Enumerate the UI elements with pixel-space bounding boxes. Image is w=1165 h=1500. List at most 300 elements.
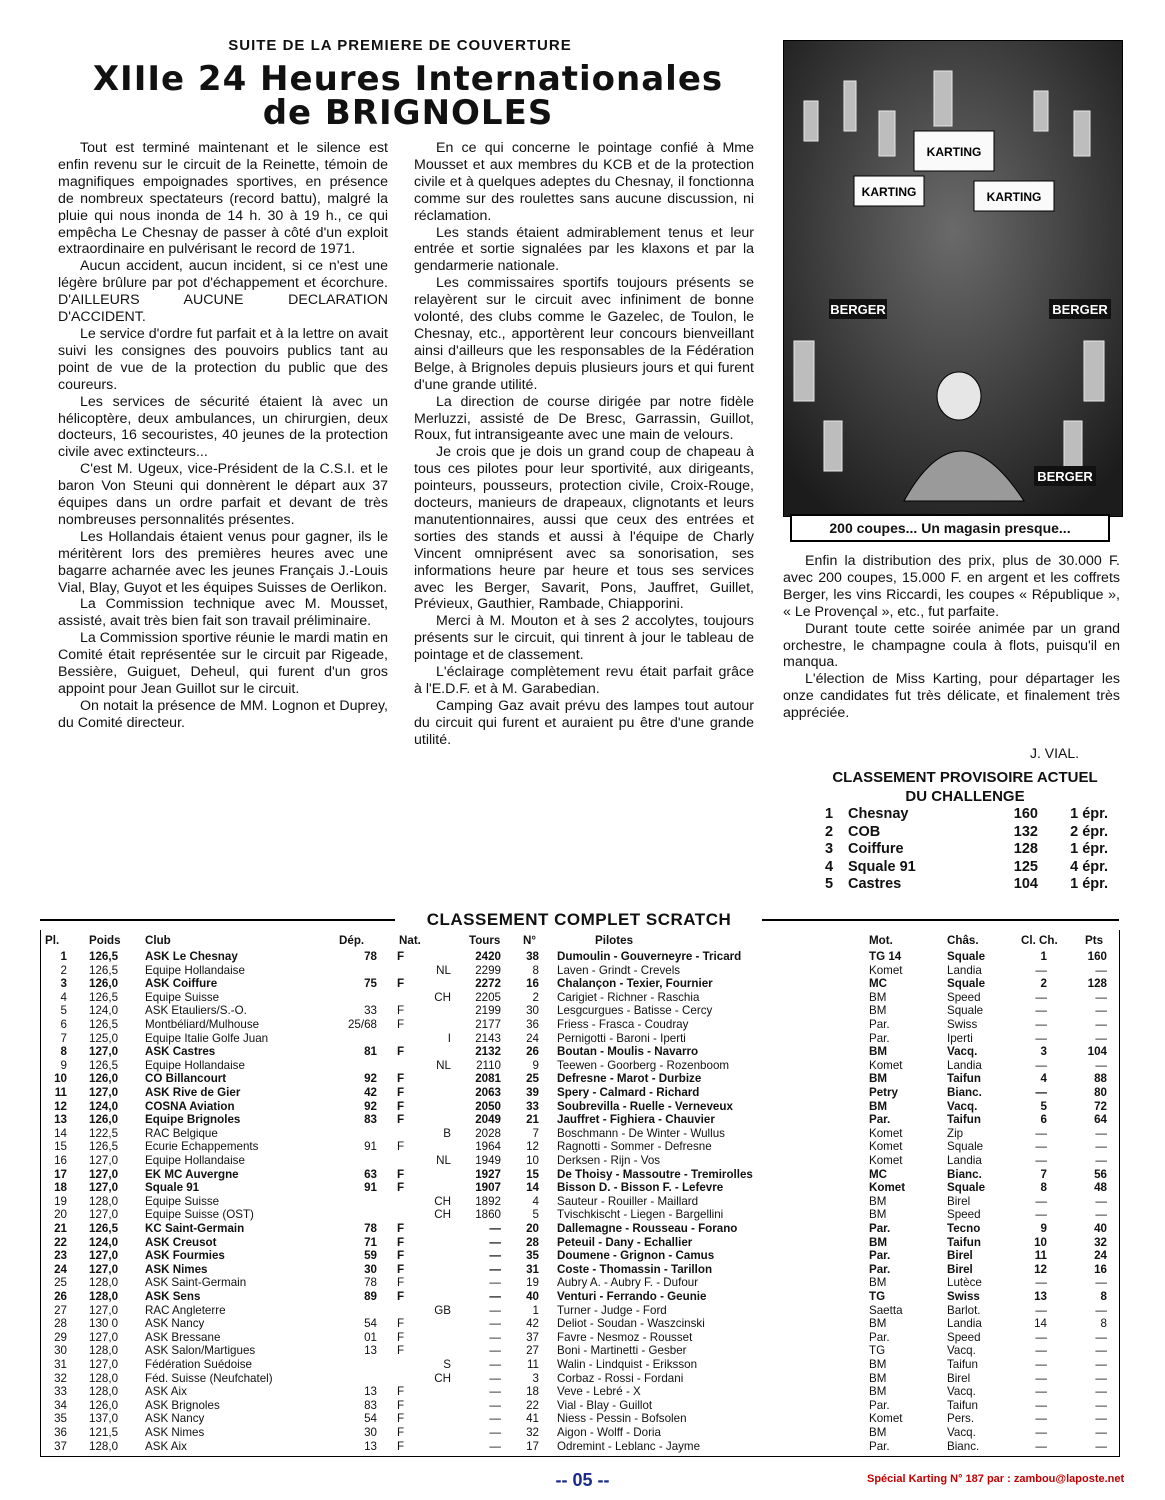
cell-points: 8 bbox=[1100, 1290, 1107, 1303]
cell-engine: Par. bbox=[869, 1222, 891, 1235]
cell-weight: 127,0 bbox=[89, 1045, 119, 1059]
table-row bbox=[41, 1344, 1119, 1358]
cell-club: ASK Nancy bbox=[145, 1412, 205, 1426]
cell-challenge-rank: 4 bbox=[1040, 1072, 1047, 1086]
cell-club: Squale 91 bbox=[145, 1181, 200, 1195]
cell-france: F bbox=[397, 1181, 405, 1195]
cell-department: 71 bbox=[364, 1235, 377, 1249]
cell-challenge-rank: 8 bbox=[1040, 1181, 1047, 1195]
table-row bbox=[41, 1290, 1119, 1304]
cell-place: 32 bbox=[54, 1371, 67, 1385]
cell-france: F bbox=[397, 1113, 405, 1127]
cell-drivers: Walin - Lindquist - Eriksson bbox=[557, 1358, 698, 1371]
scratch-table bbox=[40, 930, 1120, 1457]
cell-challenge-rank: 10 bbox=[1034, 1235, 1047, 1249]
table-row bbox=[41, 977, 1119, 991]
cell-club: COSNA Aviation bbox=[145, 1099, 235, 1113]
cell-challenge-rank: — bbox=[1035, 1398, 1047, 1412]
cell-points: — bbox=[1095, 1398, 1107, 1412]
cell-engine: TG 14 bbox=[869, 950, 902, 963]
cell-club: RAC Belgique bbox=[145, 1126, 218, 1140]
cell-nation: CH bbox=[434, 990, 451, 1004]
cell-kart-number: 8 bbox=[532, 963, 539, 977]
cell-place: 33 bbox=[54, 1385, 67, 1399]
cell-kart-number: 27 bbox=[526, 1344, 539, 1358]
cell-drivers: Teewen - Goorberg - Rozenboom bbox=[557, 1058, 730, 1072]
scratch-table-title: CLASSEMENT COMPLET SCRATCH bbox=[426, 910, 732, 929]
cell-engine: BM bbox=[869, 1371, 887, 1385]
cell-kart-number: 42 bbox=[526, 1317, 539, 1331]
cell-challenge-rank: — bbox=[1035, 1439, 1047, 1453]
cell-nation: B bbox=[443, 1126, 451, 1140]
cell-weight: 128,0 bbox=[89, 1194, 119, 1208]
cell-club: Montbéliard/Mulhouse bbox=[145, 1018, 260, 1031]
cell-chassis: Pers. bbox=[947, 1412, 975, 1426]
cell-engine: Par. bbox=[869, 1031, 890, 1045]
article-column-1 bbox=[58, 140, 388, 732]
cell-place: 37 bbox=[54, 1439, 67, 1453]
table-row bbox=[41, 1004, 1119, 1018]
cell-points: 56 bbox=[1094, 1167, 1107, 1181]
cell-place: 35 bbox=[54, 1412, 67, 1426]
paragraph: Durant toute cette soirée animée par un grand orchestre, le champagne coula à flots, puisqu'il en manqua. bbox=[783, 620, 1120, 671]
cell-department: 78 bbox=[364, 1276, 377, 1290]
cell-kart-number: 16 bbox=[526, 977, 539, 991]
cell-challenge-rank: — bbox=[1035, 1086, 1047, 1099]
challenge-standings bbox=[810, 768, 1120, 894]
author-signature: J. VIAL. bbox=[1030, 745, 1080, 761]
cell-engine: BM bbox=[869, 1317, 887, 1331]
cell-chassis: Taifun bbox=[947, 1235, 981, 1249]
table-row bbox=[41, 950, 1119, 964]
cell-laps: 1860 bbox=[475, 1208, 501, 1222]
trophy-photo-illustration bbox=[784, 41, 1122, 516]
cell-points: 64 bbox=[1094, 1113, 1107, 1127]
cell-engine: BM bbox=[869, 1276, 887, 1290]
cell-chassis: Vacq. bbox=[947, 1344, 976, 1358]
cell-france: F bbox=[397, 1167, 405, 1181]
table-row bbox=[41, 1140, 1119, 1154]
cell-chassis: Vacq. bbox=[947, 1385, 976, 1399]
header-pilotes: Pilotes bbox=[595, 934, 634, 947]
cell-drivers: Pernigotti - Baroni - Iperti bbox=[557, 1031, 686, 1045]
cell-drivers: Carigiet - Richner - Raschia bbox=[557, 990, 700, 1004]
cell-kart-number: 40 bbox=[526, 1290, 539, 1303]
cell-nation: NL bbox=[436, 1154, 451, 1167]
cell-challenge-rank: 2 bbox=[1040, 977, 1047, 991]
cell-engine: Par. bbox=[869, 1249, 891, 1263]
cell-weight: 126,5 bbox=[89, 1222, 119, 1235]
cell-chassis: Landia bbox=[947, 1154, 982, 1167]
cell-place: 3 bbox=[60, 977, 67, 991]
table-row bbox=[41, 1317, 1119, 1331]
cell-chassis: Lutèce bbox=[947, 1276, 982, 1290]
cell-kart-number: 24 bbox=[526, 1031, 539, 1045]
cell-chassis: Birel bbox=[947, 1249, 973, 1263]
cell-engine: BM bbox=[869, 1208, 887, 1222]
cell-france: F bbox=[397, 1385, 405, 1399]
cell-laps: 1964 bbox=[475, 1140, 501, 1154]
cell-laps: 1949 bbox=[475, 1154, 501, 1167]
paragraph: L'élection de Miss Karting, pour départager les onze candidates fut très délicate, et finalement très appréciée. bbox=[783, 671, 1120, 722]
cell-france: F bbox=[397, 977, 405, 991]
cell-weight: 130 0 bbox=[89, 1317, 119, 1331]
cell-chassis: Birel bbox=[947, 1262, 973, 1276]
cell-place: 23 bbox=[54, 1249, 67, 1263]
scan-credit: Spécial Karting N° 187 par : zambou@laposte.net bbox=[867, 1473, 1125, 1485]
challenge-row bbox=[810, 806, 1120, 824]
rank: 5 bbox=[824, 876, 834, 892]
cell-chassis: Squale bbox=[947, 1181, 986, 1195]
cell-chassis: Taifun bbox=[947, 1072, 981, 1086]
cell-engine: MC bbox=[869, 977, 888, 991]
cell-laps: 2272 bbox=[475, 977, 501, 991]
cell-place: 28 bbox=[54, 1317, 67, 1331]
cell-place: 5 bbox=[60, 1004, 67, 1018]
cell-kart-number: 33 bbox=[526, 1099, 539, 1113]
cell-france: F bbox=[397, 1072, 405, 1086]
page-number: -- 05 -- bbox=[555, 1470, 610, 1490]
cell-laps: 1927 bbox=[475, 1167, 501, 1181]
cell-points: — bbox=[1095, 1385, 1107, 1399]
cell-france: F bbox=[397, 1290, 405, 1303]
cell-club: CO Billancourt bbox=[145, 1072, 227, 1086]
cell-points: — bbox=[1095, 1412, 1107, 1426]
table-row bbox=[41, 1304, 1119, 1318]
points: 160 bbox=[1013, 806, 1038, 822]
cell-drivers: Niess - Pessin - Bofsolen bbox=[557, 1412, 687, 1426]
cell-challenge-rank: — bbox=[1035, 963, 1047, 977]
table-row bbox=[41, 1358, 1119, 1372]
team: COB bbox=[848, 823, 881, 840]
table-row bbox=[41, 1208, 1119, 1222]
cell-points: — bbox=[1095, 1126, 1107, 1140]
cell-place: 6 bbox=[60, 1018, 67, 1031]
cell-laps: — bbox=[489, 1262, 501, 1276]
cell-weight: 127,0 bbox=[89, 1330, 119, 1344]
cell-france: F bbox=[397, 1426, 405, 1439]
header-pl: Pl. bbox=[45, 934, 60, 947]
cell-club: ASK Aix bbox=[145, 1439, 187, 1453]
cell-laps: 2143 bbox=[475, 1031, 501, 1045]
cell-place: 34 bbox=[54, 1398, 67, 1412]
table-row bbox=[41, 1399, 1119, 1413]
cell-france: F bbox=[397, 1317, 405, 1331]
cell-engine: BM bbox=[869, 1045, 888, 1059]
cell-kart-number: 30 bbox=[526, 1004, 539, 1018]
cell-engine: Petry bbox=[869, 1086, 899, 1099]
cell-club: Ecurie Echappements bbox=[145, 1140, 259, 1154]
cell-club: RAC Angleterre bbox=[145, 1303, 226, 1317]
cell-laps: — bbox=[489, 1398, 501, 1412]
cell-nation: S bbox=[443, 1358, 451, 1371]
headline bbox=[38, 59, 778, 133]
cell-challenge-rank: — bbox=[1035, 1126, 1047, 1140]
cell-engine: Par. bbox=[869, 1018, 890, 1031]
cell-place: 1 bbox=[60, 950, 67, 963]
paragraph: Les stands étaient admirablement tenus et leur entrée et sortie signalées par les klaxons et par la gendarmerie nationale. bbox=[414, 224, 754, 275]
cell-chassis: Landia bbox=[947, 1058, 982, 1072]
cell-place: 4 bbox=[60, 990, 67, 1004]
cell-engine: TG bbox=[869, 1344, 886, 1358]
cell-drivers: Derksen - Rijn - Vos bbox=[557, 1154, 661, 1167]
cell-challenge-rank: — bbox=[1035, 1371, 1047, 1385]
cell-drivers: Aigon - Wolff - Doria bbox=[557, 1426, 661, 1439]
cell-engine: Komet bbox=[869, 1412, 903, 1426]
cell-club: ASK Le Chesnay bbox=[145, 950, 238, 963]
cell-laps: 2132 bbox=[475, 1045, 501, 1059]
cell-chassis: Bianc. bbox=[947, 1086, 982, 1099]
cell-engine: BM bbox=[869, 1235, 888, 1249]
cell-challenge-rank: — bbox=[1035, 1058, 1047, 1072]
table-row bbox=[41, 1113, 1119, 1127]
cell-laps: — bbox=[489, 1412, 501, 1426]
cell-challenge-rank: 7 bbox=[1040, 1167, 1047, 1181]
table-row bbox=[41, 1032, 1119, 1046]
cell-club: ASK Creusot bbox=[145, 1235, 217, 1249]
cell-weight: 128,0 bbox=[89, 1276, 119, 1290]
karting-sign-3: KARTING bbox=[986, 190, 1042, 204]
header-club: Club bbox=[145, 934, 171, 947]
cell-place: 30 bbox=[54, 1344, 67, 1358]
cell-challenge-rank: — bbox=[1035, 1358, 1047, 1371]
cell-chassis: Birel bbox=[947, 1371, 971, 1385]
cell-weight: 128,0 bbox=[89, 1290, 119, 1303]
cell-club: Equipe Hollandaise bbox=[145, 963, 245, 977]
header-nat: Nat. bbox=[399, 934, 421, 947]
cell-club: ASK Etauliers/S.-O. bbox=[145, 1004, 247, 1018]
cell-drivers: Boutan - Moulis - Navarro bbox=[557, 1045, 699, 1059]
table-row bbox=[41, 1195, 1119, 1209]
cell-weight: 128,0 bbox=[89, 1439, 119, 1453]
table-row bbox=[41, 1263, 1119, 1277]
cell-engine: Par. bbox=[869, 1113, 891, 1127]
cell-department: 83 bbox=[364, 1398, 377, 1412]
cell-club: ASK Coiffure bbox=[145, 977, 218, 991]
cell-laps: — bbox=[489, 1330, 501, 1344]
cell-department: 91 bbox=[364, 1140, 377, 1154]
cell-laps: 1892 bbox=[475, 1194, 501, 1208]
cell-drivers: Coste - Thomassin - Tarillon bbox=[557, 1262, 713, 1276]
table-row bbox=[41, 1072, 1119, 1086]
cell-points: — bbox=[1095, 1358, 1107, 1371]
cell-challenge-rank: 13 bbox=[1034, 1290, 1047, 1303]
cell-drivers: Turner - Judge - Ford bbox=[557, 1303, 667, 1317]
cell-laps: — bbox=[489, 1358, 501, 1371]
header-dep: Dép. bbox=[339, 934, 365, 947]
cell-department: 33 bbox=[364, 1004, 377, 1018]
cell-weight: 125,0 bbox=[89, 1031, 119, 1045]
cell-challenge-rank: 1 bbox=[1040, 950, 1047, 963]
cell-kart-number: 18 bbox=[526, 1385, 539, 1399]
cell-kart-number: 28 bbox=[526, 1235, 539, 1249]
team: Coiffure bbox=[848, 841, 904, 857]
cell-challenge-rank: — bbox=[1035, 1276, 1047, 1290]
cell-laps: 2063 bbox=[475, 1086, 501, 1099]
cell-weight: 137,0 bbox=[89, 1412, 119, 1426]
cell-points: — bbox=[1095, 1330, 1107, 1344]
cell-drivers: Defresne - Marot - Durbize bbox=[557, 1072, 702, 1086]
cell-points: — bbox=[1095, 1031, 1107, 1045]
cell-weight: 127,0 bbox=[89, 1154, 119, 1167]
cell-place: 31 bbox=[54, 1358, 67, 1371]
challenge-row bbox=[810, 824, 1120, 842]
cell-club: ASK Rive de Gier bbox=[145, 1086, 241, 1099]
photo-caption: 200 coupes... Un magasin presque... bbox=[790, 514, 1110, 542]
cell-kart-number: 41 bbox=[526, 1412, 539, 1426]
cell-engine: Komet bbox=[869, 1181, 906, 1195]
cell-club: Equipe Brignoles bbox=[145, 1113, 241, 1127]
cell-weight: 127,0 bbox=[89, 1208, 119, 1222]
cell-engine: TG bbox=[869, 1290, 886, 1303]
cell-points: — bbox=[1095, 1426, 1107, 1439]
cell-chassis: Speed bbox=[947, 1208, 981, 1222]
cell-drivers: Lesgcurgues - Batisse - Cercy bbox=[557, 1004, 713, 1018]
cell-club: ASK Nancy bbox=[145, 1317, 205, 1331]
cell-weight: 126,5 bbox=[89, 1058, 119, 1072]
cell-points: 40 bbox=[1094, 1222, 1107, 1235]
cell-challenge-rank: — bbox=[1035, 1031, 1047, 1045]
cell-chassis: Squale bbox=[947, 977, 986, 991]
cell-kart-number: 36 bbox=[526, 1018, 539, 1031]
header-tours: Tours bbox=[469, 934, 501, 947]
table-row bbox=[41, 1276, 1119, 1290]
cell-kart-number: 7 bbox=[532, 1126, 539, 1140]
cell-challenge-rank: 6 bbox=[1040, 1113, 1047, 1127]
cell-challenge-rank: — bbox=[1035, 1385, 1047, 1399]
cell-engine: Par. bbox=[869, 1262, 891, 1276]
cell-points: — bbox=[1095, 1439, 1107, 1453]
challenge-subtitle: DU CHALLENGE bbox=[905, 788, 1025, 805]
paragraph: Aucun accident, aucun incident, si ce n'est une légère brûlure par pot d'échappement et écorchure. D'AILLEURS AUCUNE DECLARATION D'ACCIDENT. bbox=[58, 258, 388, 326]
cell-weight: 126,5 bbox=[89, 1140, 119, 1154]
divider-right bbox=[762, 919, 1119, 921]
cell-chassis: Squale bbox=[947, 1004, 984, 1018]
cell-weight: 126,5 bbox=[89, 950, 119, 963]
cell-chassis: Iperti bbox=[947, 1031, 973, 1045]
header-chas: Châs. bbox=[947, 934, 979, 947]
cell-challenge-rank: — bbox=[1035, 1426, 1047, 1439]
cell-challenge-rank: — bbox=[1035, 1018, 1047, 1031]
cell-weight: 124,0 bbox=[89, 1004, 119, 1018]
headline-line-2: de BRIGNOLES bbox=[262, 93, 554, 133]
cell-france: F bbox=[397, 1004, 405, 1018]
paragraph: C'est M. Ugeux, vice-Président de la C.S.I. et le baron Von Steuni qui donnèrent le départ aux 37 équipes dans un ordre parfait et devant de très nombreuses personnalités présentes. bbox=[58, 461, 388, 528]
table-row bbox=[41, 1154, 1119, 1168]
cell-laps: — bbox=[489, 1344, 501, 1358]
cell-drivers: Venturi - Ferrando - Geunie bbox=[557, 1290, 707, 1303]
cell-club: ASK Nimes bbox=[145, 1426, 205, 1439]
cell-club: ASK Sens bbox=[145, 1290, 201, 1303]
cell-nation: NL bbox=[436, 1058, 451, 1072]
cell-engine: BM bbox=[869, 1385, 887, 1399]
cell-place: 12 bbox=[54, 1099, 67, 1113]
challenge-row bbox=[810, 876, 1120, 894]
cell-kart-number: 2 bbox=[532, 990, 539, 1004]
cell-place: 17 bbox=[54, 1167, 67, 1181]
cell-department: 78 bbox=[364, 1222, 377, 1235]
cell-challenge-rank: 12 bbox=[1034, 1262, 1047, 1276]
cell-place: 27 bbox=[54, 1303, 67, 1317]
cell-challenge-rank: — bbox=[1035, 1194, 1047, 1208]
cell-chassis: Landia bbox=[947, 1317, 982, 1331]
karting-sign-1: KARTING bbox=[926, 145, 982, 159]
cell-france: F bbox=[397, 1344, 405, 1358]
cell-club: ASK Saint-Germain bbox=[145, 1276, 247, 1290]
cell-drivers: Peteuil - Dany - Echallier bbox=[557, 1235, 693, 1249]
table-row bbox=[41, 1018, 1119, 1032]
cell-place: 7 bbox=[60, 1031, 67, 1045]
cell-place: 26 bbox=[54, 1290, 67, 1303]
paragraph: La Commission sportive réunie le mardi matin en Comité était représentée sur le circuit par Rigeade, Bessière, Guiguet, Deheul, qui furent d'un gros appoint pour Jean Guillot sur le circuit. bbox=[58, 630, 388, 697]
cell-department: 42 bbox=[364, 1086, 377, 1099]
table-row bbox=[41, 1412, 1119, 1426]
table-row bbox=[41, 1372, 1119, 1386]
cell-engine: Par. bbox=[869, 1398, 890, 1412]
paragraph: On notait la présence de MM. Lognon et Duprey, du Comité directeur. bbox=[58, 697, 388, 731]
team: Chesnay bbox=[848, 806, 909, 822]
cell-challenge-rank: 11 bbox=[1034, 1249, 1047, 1263]
cell-kart-number: 11 bbox=[526, 1358, 539, 1371]
cell-chassis: Speed bbox=[947, 990, 981, 1004]
cell-weight: 126,0 bbox=[89, 1113, 119, 1127]
cell-engine: Saetta bbox=[869, 1303, 903, 1317]
cell-laps: 2028 bbox=[475, 1126, 501, 1140]
cell-club: ASK Fourmies bbox=[145, 1249, 225, 1263]
cell-weight: 124,0 bbox=[89, 1099, 119, 1113]
cell-drivers: Soubrevilla - Ruelle - Verneveux bbox=[557, 1099, 733, 1113]
cell-laps: — bbox=[489, 1385, 501, 1399]
points: 125 bbox=[1013, 858, 1038, 875]
cell-points: 32 bbox=[1094, 1235, 1107, 1249]
table-row bbox=[41, 1426, 1119, 1440]
cell-france: F bbox=[397, 1439, 405, 1453]
cell-kart-number: 37 bbox=[526, 1330, 539, 1344]
cell-france: F bbox=[397, 1235, 405, 1249]
cell-chassis: Landia bbox=[947, 963, 982, 977]
header-mot: Mot. bbox=[869, 934, 893, 947]
cell-place: 9 bbox=[60, 1058, 67, 1072]
cell-club: Equipe Suisse bbox=[145, 1194, 220, 1208]
header-pts: Pts bbox=[1085, 934, 1104, 947]
cell-place: 14 bbox=[54, 1126, 67, 1140]
cell-weight: 127,0 bbox=[89, 1086, 119, 1099]
cell-weight: 127,0 bbox=[89, 1303, 119, 1317]
berger-banner-1: BERGER bbox=[830, 302, 886, 317]
cell-drivers: Aubry A. - Aubry F. - Dufour bbox=[557, 1276, 699, 1290]
team: Squale 91 bbox=[848, 858, 916, 875]
cell-kart-number: 9 bbox=[532, 1058, 539, 1072]
kicker: SUITE DE LA PREMIERE DE COUVERTURE bbox=[228, 37, 572, 54]
cell-department: 92 bbox=[364, 1099, 377, 1113]
cell-laps: 2177 bbox=[475, 1018, 501, 1031]
events: 1 épr. bbox=[1070, 876, 1108, 892]
cell-france: F bbox=[397, 1099, 405, 1113]
header-clch: Cl. Ch. bbox=[1021, 934, 1058, 947]
cell-laps: — bbox=[489, 1235, 501, 1249]
cell-drivers: Veve - Lebré - X bbox=[557, 1385, 641, 1399]
table-row bbox=[41, 1249, 1119, 1263]
cell-points: 80 bbox=[1094, 1086, 1107, 1099]
paragraph: Enfin la distribution des prix, plus de 30.000 F. avec 200 coupes, 15.000 F. en argent et les coffrets Berger, les vins Riccardi, les coupes « République », « Le Provençal », etc., fut parfaite. bbox=[783, 553, 1120, 620]
cell-kart-number: 4 bbox=[532, 1194, 539, 1208]
cell-kart-number: 1 bbox=[532, 1303, 539, 1317]
cell-challenge-rank: 14 bbox=[1034, 1317, 1047, 1331]
cell-points: — bbox=[1095, 990, 1107, 1004]
cell-nation: CH bbox=[434, 1371, 451, 1385]
cell-weight: 127,0 bbox=[89, 1358, 119, 1371]
cell-challenge-rank: — bbox=[1035, 1344, 1047, 1358]
